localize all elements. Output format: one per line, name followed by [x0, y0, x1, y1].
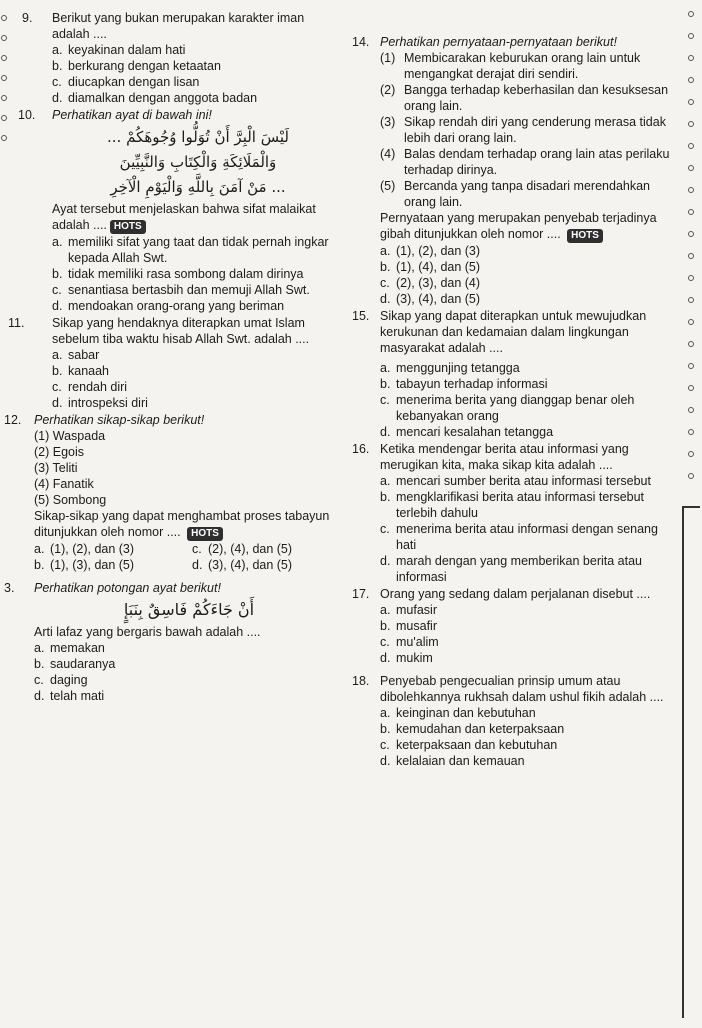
- option-b[interactable]: b. kemudahan dan keterpaksaan: [380, 722, 565, 736]
- option-a[interactable]: a. mufasir: [380, 603, 437, 617]
- option-b[interactable]: b. mengklarifikasi berita atau informasi tersebut terlebih dahulu: [380, 490, 645, 520]
- option-d[interactable]: d. telah mati: [34, 689, 105, 703]
- option-a[interactable]: a. (1), (2), dan (3): [380, 244, 481, 258]
- option-d[interactable]: d. mencari kesalahan tetangga: [380, 425, 554, 439]
- question-number: 9.: [22, 11, 33, 25]
- statement-item: (4) Balas dendam terhadap orang lain atas perilaku terhadap dirinya.: [380, 147, 670, 177]
- statement-item: (3) Sikap rendah diri yang cenderung merasa tidak lebih dari orang lain.: [380, 115, 666, 145]
- question-13: [4, 580, 344, 704]
- question-18: [352, 673, 674, 769]
- question-14: [352, 34, 674, 307]
- question-number: 14.: [352, 35, 370, 49]
- option-a[interactable]: a. (1), (2), dan (3): [34, 542, 135, 556]
- question-stem: Perhatikan potongan ayat berikut!: [34, 581, 221, 595]
- option-b[interactable]: b. tidak memiliki rasa sombong dalam dirinya: [52, 267, 304, 281]
- list-item: (1) Waspada: [34, 429, 106, 443]
- option-b[interactable]: b. kanaah: [52, 364, 110, 378]
- list-item: (5) Sombong: [34, 493, 107, 507]
- options-grid: [34, 541, 344, 573]
- option-a[interactable]: a. menggunjing tetangga: [380, 361, 520, 375]
- spiral-edge: [684, 6, 698, 486]
- question-number: 17.: [352, 587, 370, 601]
- option-b[interactable]: b. berkurang dengan ketaatan: [52, 59, 221, 73]
- option-d[interactable]: d. (3), (4), dan (5): [380, 292, 481, 306]
- option-b[interactable]: b. tabayun terhadap informasi: [380, 377, 548, 391]
- list-item: (3) Teliti: [34, 461, 78, 475]
- option-d[interactable]: d. kelalaian dan kemauan: [380, 754, 525, 768]
- arabic-verse-line: ... مَنْ آمَنَ بِاللَّهِ وَالْيَوْمِ الْآخِرِ: [110, 178, 286, 196]
- statement-item: (1) Membicarakan keburukan orang lain untuk mengangkat derajat diri sendiri.: [380, 51, 641, 81]
- option-b[interactable]: b. (1), (4), dan (5): [380, 260, 481, 274]
- question-number: 10.: [18, 108, 36, 122]
- question-stem: Perhatikan ayat di bawah ini!: [52, 108, 212, 122]
- option-a[interactable]: a. keyakinan dalam hati: [52, 43, 186, 57]
- page-edge-bracket: [682, 506, 700, 1018]
- option-d[interactable]: d. mendoakan orang-orang yang beriman: [52, 299, 285, 313]
- option-d[interactable]: d. (3), (4), dan (5): [192, 558, 293, 572]
- option-d[interactable]: d. mukim: [380, 651, 433, 665]
- question-11: [4, 315, 344, 411]
- question-15: [352, 308, 674, 440]
- hots-badge: HOTS: [187, 527, 223, 541]
- option-d[interactable]: d. marah dengan yang memberikan berita atau informasi: [380, 554, 642, 584]
- option-d[interactable]: d. introspeksi diri: [52, 396, 148, 410]
- question-number: 3.: [4, 581, 15, 595]
- option-c[interactable]: c. diucapkan dengan lisan: [52, 75, 200, 89]
- option-a[interactable]: a. keinginan dan kebutuhan: [380, 706, 536, 720]
- question-12: [4, 412, 344, 573]
- question-lead: Arti lafaz yang bergaris bawah adalah ....: [34, 625, 261, 639]
- option-d[interactable]: d. diamalkan dengan anggota badan: [52, 91, 258, 105]
- option-c[interactable]: c. menerima berita atau informasi dengan senang hati: [380, 522, 658, 552]
- list-item: (4) Fanatik: [34, 477, 94, 491]
- option-c[interactable]: c. senantiasa bertasbih dan memuji Allah Swt.: [52, 283, 310, 297]
- question-number: 12.: [4, 413, 22, 427]
- option-c[interactable]: c. mu'alim: [380, 635, 439, 649]
- question-lead: Sikap-sikap yang dapat menghambat proses tabayun ditunjukkan oleh nomor .... HOTS: [34, 509, 330, 539]
- question-number: 16.: [352, 442, 370, 456]
- question-number: 15.: [352, 309, 370, 323]
- question-17: [352, 586, 674, 666]
- arabic-verse-line: وَالْمَلَائِكَةِ وَالْكِتَابِ وَالنَّبِيِّينَ: [119, 153, 277, 171]
- hots-badge: HOTS: [110, 220, 146, 234]
- question-9: [4, 10, 344, 106]
- question-number: 11.: [8, 316, 25, 330]
- question-stem: Orang yang sedang dalam perjalanan disebut ....: [380, 587, 651, 601]
- option-c[interactable]: c. (2), (3), dan (4): [380, 276, 481, 290]
- question-number: 18.: [352, 674, 370, 688]
- question-stem: Sikap yang dapat diterapkan untuk mewujudkan kerukunan dan kedamaian dalam lingkungan masyarakat adalah ....: [380, 309, 647, 355]
- option-a[interactable]: a. sabar: [52, 348, 100, 362]
- arabic-verse-fragment: أَنْ جَاءَكُمْ فَاسِقٌ بِنَبَإٍ: [123, 600, 255, 619]
- statement-item: (5) Bercanda yang tanpa disadari merendahkan orang lain.: [380, 179, 651, 209]
- option-c[interactable]: c. (2), (4), dan (5): [192, 542, 293, 556]
- option-c[interactable]: c. keterpaksaan dan kebutuhan: [380, 738, 558, 752]
- question-stem: Perhatikan sikap-sikap berikut!: [34, 413, 205, 427]
- question-stem: Perhatikan pernyataan-pernyataan berikut!: [380, 35, 617, 49]
- option-c[interactable]: c. menerima berita yang dianggap benar oleh kebanyakan orang: [380, 393, 635, 423]
- option-a[interactable]: a. memiliki sifat yang taat dan tidak pernah ingkar kepada Allah Swt.: [52, 235, 329, 265]
- option-a[interactable]: a. memakan: [34, 641, 105, 655]
- statement-item: (2) Bangga terhadap keberhasilan dan kesuksesan orang lain.: [380, 83, 669, 113]
- option-b[interactable]: b. (1), (3), dan (5): [34, 558, 135, 572]
- option-c[interactable]: c. daging: [34, 673, 88, 687]
- list-item: (2) Egois: [34, 445, 85, 459]
- question-lead: Pernyataan yang merupakan penyebab terjadinya gibah ditunjukkan oleh nomor .... HOTS: [380, 211, 657, 241]
- question-lead: Ayat tersebut menjelaskan bahwa sifat malaikat adalah .... HOTS: [52, 202, 316, 232]
- question-16: [352, 441, 674, 585]
- right-column: [352, 34, 674, 770]
- arabic-verse-line: لَيْسَ الْبِرَّ أَنْ تُوَلُّوا وُجُوهَكُمْ ...: [107, 128, 289, 146]
- left-column: [4, 10, 344, 705]
- question-stem: Ketika mendengar berita atau informasi yang merugikan kita, maka sikap kita adalah ....: [380, 442, 629, 472]
- question-stem: Sikap yang hendaknya diterapkan umat Islam sebelum tiba waktu hisab Allah Swt. adalah ....: [52, 316, 310, 346]
- option-b[interactable]: b. musafir: [380, 619, 437, 633]
- hots-badge: HOTS: [567, 229, 603, 243]
- question-10: [4, 107, 344, 314]
- question-stem: Penyebab pengecualian prinsip umum atau dibolehkannya rukhsah dalam ushul fikih adalah ....: [380, 674, 664, 704]
- option-c[interactable]: c. rendah diri: [52, 380, 128, 394]
- option-a[interactable]: a. mencari sumber berita atau informasi tersebut: [380, 474, 651, 488]
- option-b[interactable]: b. saudaranya: [34, 657, 116, 671]
- question-stem: Berikut yang bukan merupakan karakter iman adalah ....: [52, 11, 305, 41]
